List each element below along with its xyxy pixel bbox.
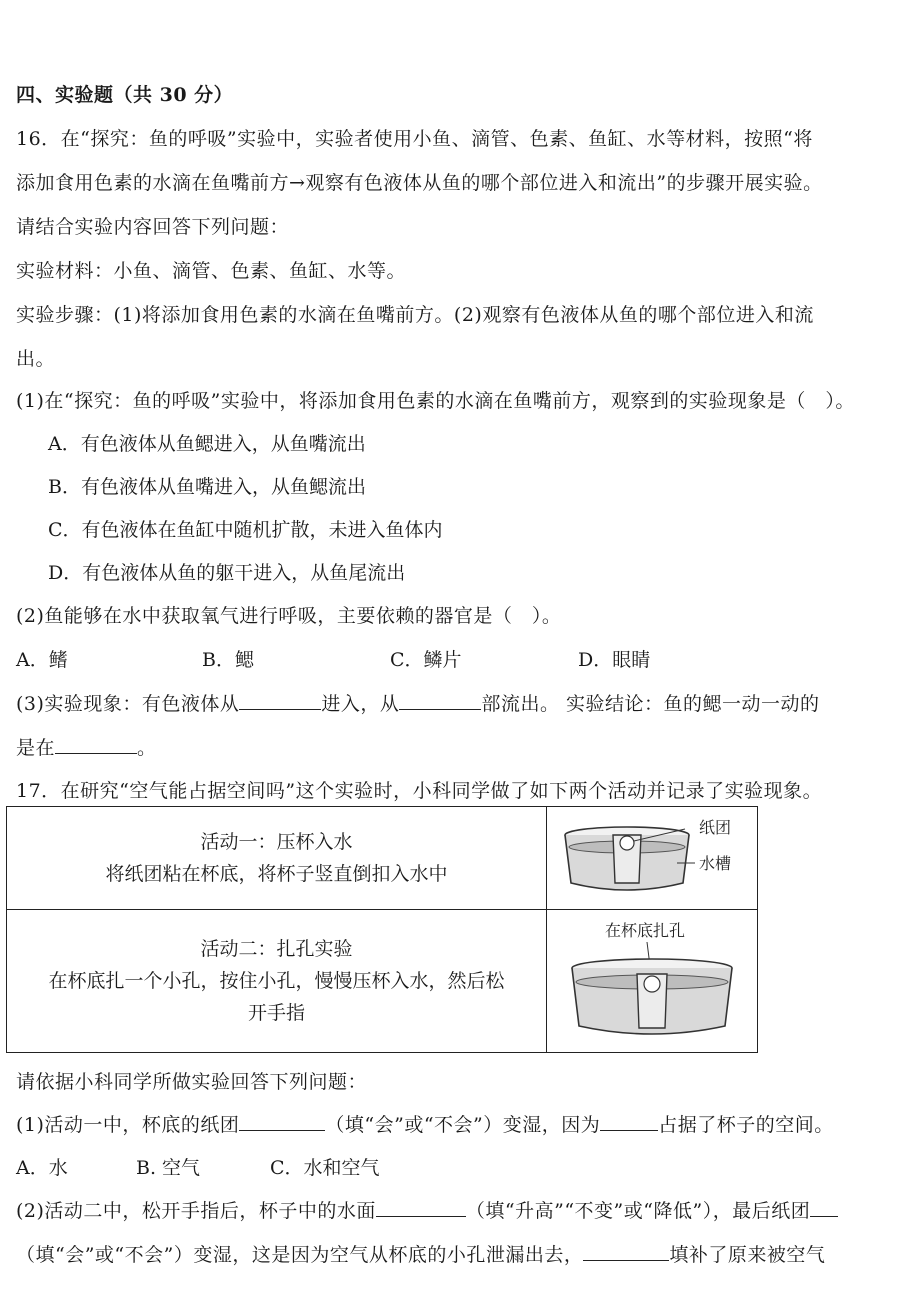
q17-sub1-blank-wet[interactable]: [239, 1112, 325, 1131]
q16-sub1-option-b[interactable]: B．有色液体从鱼嘴进入，从鱼鳃流出: [48, 476, 366, 498]
q16-sub1-option-d[interactable]: D．有色液体从鱼的躯干进入，从鱼尾流出: [48, 562, 406, 584]
q16-steps-line1: 实验步骤：(1)将添加食用色素的水滴在鱼嘴前方。(2)观察有色液体从鱼的哪个部位进入和流: [16, 304, 814, 326]
q16-sub1-question: (1)在“探究：鱼的呼吸”实验中，将添加食用色素的水滴在鱼嘴前方，观察到的实验现象是（ ）。: [16, 390, 855, 412]
q16-sub3-text-3: 部流出。 实验结论：鱼的鳃一动一动的: [481, 693, 820, 715]
q16-sub3-blank-exit[interactable]: [399, 691, 481, 710]
q16-materials: 实验材料：小鱼、滴管、色素、鱼缸、水等。: [16, 260, 407, 282]
activity1-text-cell: [7, 807, 547, 910]
q16-sub3-text-2: 进入，从: [321, 693, 400, 715]
q16-sub3-line1: [16, 689, 819, 716]
q17-sub2-text-2: （填“升高”“不变”或“降低”），最后纸团: [465, 1200, 811, 1222]
q16-intro-line2: 添加食用色素的水滴在鱼嘴前方→观察有色液体从鱼的哪个部位进入和流出”的步骤开展实验。: [16, 172, 823, 194]
q16-intro-line1: 16．在“探究：鱼的呼吸”实验中，实验者使用小鱼、滴管、色素、鱼缸、水等材料，按照“将: [16, 128, 813, 150]
q16-sub2-option-b[interactable]: B．鳃: [202, 649, 254, 671]
activity2-text-cell: [7, 910, 547, 1053]
q17-sub1-option-c[interactable]: C．水和空气: [270, 1157, 380, 1179]
q17-sub1-blank-occupy[interactable]: [600, 1112, 658, 1131]
q16-sub2-option-a[interactable]: A．鳍: [16, 649, 68, 671]
q17-sub2-text-3: （填“会”或“不会”）变湿，这是因为空气从杯底的小孔泄漏出去，: [16, 1244, 584, 1266]
q16-sub3-text-4: 是在: [16, 737, 56, 759]
q16-sub1-option-c[interactable]: C．有色液体在鱼缸中随机扩散，未进入鱼体内: [48, 519, 443, 541]
q16-sub3-text-5: 。: [137, 737, 157, 759]
activity2-title: 活动二：扎孔实验: [200, 938, 353, 960]
activity2-figure-cell: [547, 910, 758, 1053]
q16-sub2-question: (2)鱼能够在水中获取氧气进行呼吸，主要依赖的器官是（ ）。: [16, 605, 562, 627]
q16-sub3-blank-enter[interactable]: [239, 691, 321, 710]
q17-sub1-option-a[interactable]: A．水: [16, 1157, 68, 1179]
activity2-description-line1: 在杯底扎一个小孔，按住小孔，慢慢压杯入水，然后松: [48, 970, 505, 992]
q16-sub1-option-a[interactable]: A．有色液体从鱼鳃进入，从鱼嘴流出: [48, 433, 366, 455]
q17-sub1-text-2: （填“会”或“不会”）变湿，因为: [325, 1114, 601, 1136]
q17-sub1-line: [16, 1110, 834, 1137]
section-title: 四、实验题（共 30 分）: [16, 84, 234, 106]
q17-intro: 17．在研究“空气能占据空间吗”这个实验时，小科同学做了如下两个活动并记录了实验现象。: [16, 780, 823, 802]
activity2-description-line2: 开手指: [248, 1002, 306, 1024]
q17-activity-table: [6, 806, 758, 1053]
q17-sub1-text-3: 占据了杯子的空间。: [658, 1114, 834, 1136]
activity1-title: 活动一：压杯入水: [200, 831, 353, 853]
q17-sub2-text-1: (2)活动二中，松开手指后，杯子中的水面: [16, 1200, 376, 1222]
q16-sub2-option-c[interactable]: C．鳞片: [390, 649, 462, 671]
q17-sub2-blank-level[interactable]: [376, 1198, 466, 1217]
q17-sub1-text-1: (1)活动一中，杯底的纸团: [16, 1114, 240, 1136]
q17-prompt: 请依据小科同学所做实验回答下列问题：: [16, 1071, 368, 1093]
label-hole: 在杯底扎孔: [605, 921, 686, 940]
q16-sub3-text-1: (3)实验现象：有色液体从: [16, 693, 240, 715]
activity1-figure: [557, 813, 747, 903]
q17-sub1-option-b[interactable]: B. 空气: [136, 1157, 201, 1179]
q17-sub2-blank-wet[interactable]: [810, 1198, 838, 1217]
activity1-figure-cell: [547, 807, 758, 910]
q16-sub2-option-d[interactable]: D．眼睛: [578, 649, 651, 671]
q17-sub2-line1: [16, 1196, 838, 1223]
q16-steps-line2: 出。: [16, 348, 56, 370]
label-water-tank: 水槽: [699, 854, 732, 873]
q16-sub3-blank-conclusion[interactable]: [55, 735, 137, 754]
q17-sub2-blank-fill[interactable]: [583, 1242, 669, 1261]
activity1-description: 将纸团粘在杯底，将杯子竖直倒扣入水中: [105, 863, 448, 885]
q17-sub2-line2: [16, 1240, 825, 1267]
q16-sub3-line2: [16, 733, 157, 760]
q17-sub2-text-4: 填补了原来被空气: [669, 1244, 826, 1266]
q16-intro-line3: 请结合实验内容回答下列问题：: [16, 216, 290, 238]
activity2-figure: [557, 916, 747, 1046]
label-paper-ball: 纸团: [699, 818, 732, 837]
